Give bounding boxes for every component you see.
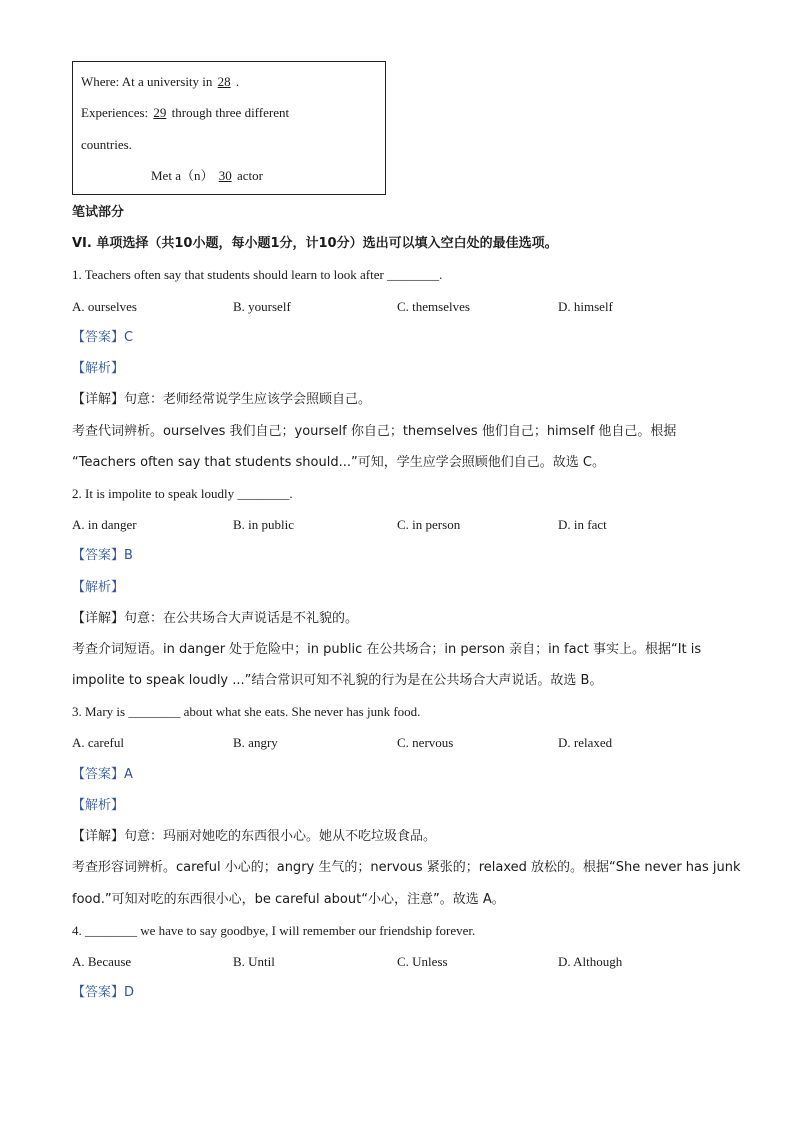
question-4-stem: 4. ________ we have to say goodbye, I will remember our friendship forever.: [72, 923, 476, 938]
question-2-explain-1: 考查介词短语。in danger 处于危险中；in public 在公共场合；in person 亲自；in fact 事实上。根据“It is: [72, 642, 702, 657]
question-1-option-a: A. ourselves: [72, 299, 137, 314]
question-1-answer: 【答案】C: [72, 330, 134, 345]
question-4-answer: 【答案】D: [72, 985, 135, 1000]
question-3-explain-1: 考查形容词辨析。careful 小心的；angry 生气的；nervous 紧张的；relaxed 放松的。根据“She never has junk: [72, 860, 741, 875]
section-title: 笔试部分: [72, 205, 125, 220]
met-label: Met a（n）: [151, 168, 214, 183]
question-2-answer: 【答案】B: [72, 548, 133, 563]
listening-notes-box: [72, 61, 386, 195]
blank-30: 30: [218, 168, 232, 183]
question-3-analysis: 【解析】: [72, 798, 125, 813]
question-2-option-d: D. in fact: [558, 517, 607, 532]
countries-text: countries.: [81, 137, 132, 152]
question-2-detail: 【详解】句意：在公共场合大声说话是不礼貌的。: [72, 611, 359, 626]
blank-28: 28: [217, 74, 231, 89]
where-label: Where: At a university in: [81, 74, 213, 89]
question-3-option-a: A. careful: [72, 735, 124, 750]
question-4-option-d: D. Although: [558, 954, 623, 969]
question-1-explain-2: “Teachers often say that students should...”可知，学生应学会照顾他们自己。故选 C。: [72, 455, 605, 470]
where-end: .: [235, 74, 240, 89]
question-1-option-b: B. yourself: [233, 299, 291, 314]
box-met-line: [151, 167, 263, 185]
question-1-analysis: 【解析】: [72, 361, 125, 376]
question-2-stem: 2. It is impolite to speak loudly ________.: [72, 486, 293, 501]
question-2-analysis: 【解析】: [72, 580, 125, 595]
question-2-explain-2: impolite to speak loudly ...”结合常识可知不礼貌的行为是在公共场合大声说话。故选 B。: [72, 673, 603, 688]
question-3-option-d: D. relaxed: [558, 735, 613, 750]
met-after: actor: [236, 168, 263, 183]
question-4-option-b: B. Until: [233, 954, 275, 969]
experiences-after: through three different: [171, 105, 290, 120]
question-3-option-c: C. nervous: [397, 735, 454, 750]
question-2-option-c: C. in person: [397, 517, 461, 532]
question-3-stem: 3. Mary is ________ about what she eats. She never has junk food.: [72, 704, 421, 719]
question-3-detail: 【详解】句意：玛丽对她吃的东西很小心。她从不吃垃圾食品。: [72, 829, 437, 844]
question-1-stem: 1. Teachers often say that students should learn to look after ________.: [72, 267, 443, 282]
question-1-option-c: C. themselves: [397, 299, 470, 314]
question-3-explain-2: food.”可知对吃的东西很小心，be careful about“小心，注意”。故选 A。: [72, 892, 505, 907]
question-3-option-b: B. angry: [233, 735, 278, 750]
question-1-detail: 【详解】句意：老师经常说学生应该学会照顾自己。: [72, 392, 372, 407]
question-2-option-a: A. in danger: [72, 517, 137, 532]
question-4-option-a: A. Because: [72, 954, 132, 969]
experiences-label: Experiences:: [81, 105, 149, 120]
question-1-option-d: D. himself: [558, 299, 613, 314]
box-countries-line: [81, 136, 132, 154]
question-3-answer: 【答案】A: [72, 767, 133, 782]
box-where-line: [81, 73, 239, 91]
question-4-option-c: C. Unless: [397, 954, 448, 969]
question-2-option-b: B. in public: [233, 517, 295, 532]
blank-29: 29: [153, 105, 167, 120]
question-1-explain-1: 考查代词辨析。ourselves 我们自己；yourself 你自己；themselves 他们自己；himself 他自己。根据: [72, 424, 677, 439]
part-heading: VI. 单项选择（共10小题，每小题1分，计10分）选出可以填入空白处的最佳选项。: [72, 236, 558, 251]
box-experiences-line: [81, 104, 289, 122]
